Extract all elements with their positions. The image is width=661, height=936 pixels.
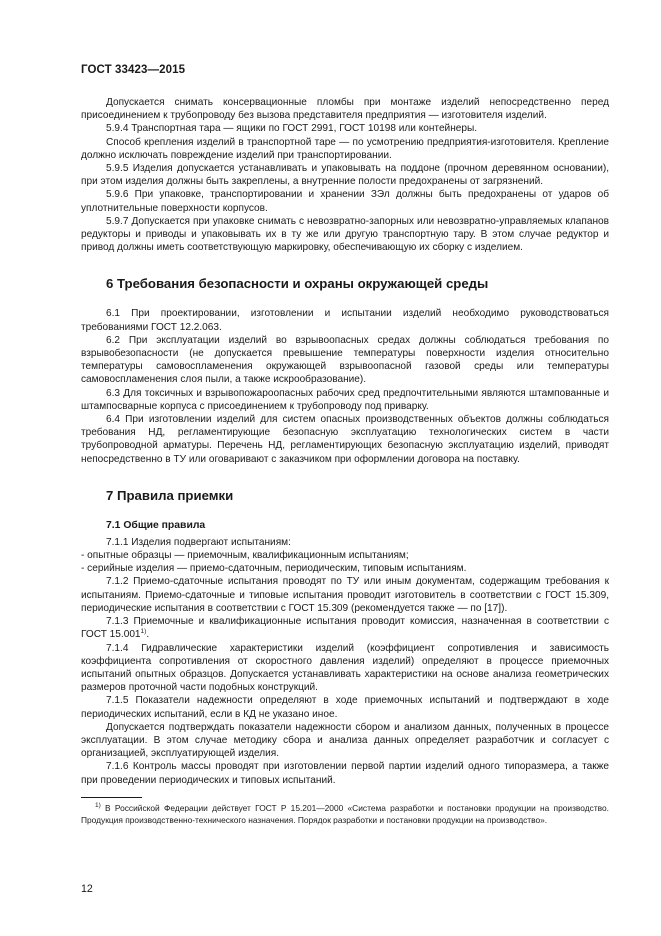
paragraph-5-9-5: 5.9.5 Изделия допускается устанавливать и упаковывать на поддоне (прочном деревянном основании), при этом изделия должны быть закреплены, а внутренние полости предохранены от загрязнений.: [81, 163, 609, 188]
footnote-text: В Российской Федерации действует ГОСТ Р 15.201—2000 «Система разработки и постановки продукции на производство. Продукция производственно-технического назначения. Порядок разработки и постановки продукции на производство».: [81, 803, 609, 825]
footnote-separator: [81, 797, 142, 798]
paragraph: Допускается снимать консервационные пломбы при монтаже изделий непосредственно перед присоединением к трубопроводу без вызова представителя предприятия — изготовителя изделий.: [81, 97, 609, 122]
paragraph-7-1-4: 7.1.4 Гидравлические характеристики изделий (коэффициент сопротивления и зависимость коэффициента сопротивления от скоростного давления изделий) определяют в процессе приемочных испытаний опытных образцов. Допускается устанавливать характеристики на основе анализа геометрических размеров проточной части подобных конструкций.: [81, 642, 609, 694]
page-number: 12: [81, 883, 93, 895]
paragraph: Способ крепления изделий в транспортной таре — по усмотрению предприятия-изготовителя. Крепление должно исключать повреждение изделий при транспортировании.: [81, 136, 609, 161]
paragraph-7-1-2: 7.1.2 Приемо-сдаточные испытания проводят по ТУ или иным документам, содержащим требования к испытаниям. Приемо-сдаточные и типовые испытания проводит изготовитель в соответствии с ГОСТ 15.309, периодические испытания в соответствии с ГОСТ 15.309 (рекомендуется также — по [17]).: [81, 576, 609, 614]
paragraph-7-1-3: [81, 615, 609, 641]
paragraph-7-1-3-end: .: [146, 629, 150, 641]
section-6-heading: 6 Требования безопасности и охраны окружающей среды: [106, 276, 489, 292]
paragraph-7-1-1: 7.1.1 Изделия подвергают испытаниям:: [106, 536, 291, 548]
subsection-7-1-heading: 7.1 Общие правила: [106, 519, 206, 531]
paragraph-6-1: 6.1 При проектировании, изготовлении и испытании изделий необходимо руководствоваться требованиями ГОСТ 12.2.063.: [81, 308, 609, 333]
paragraph-5-9-7: 5.9.7 Допускается при упаковке снимать с невозвратно-запорных или невозвратно-управляемых клапанов редукторы и приводы и упаковывать их в ту же или другую транспортную тару. В этом случае редуктор и привод должны иметь соответствующую маркировку, обеспечивающую их сборку с изделием.: [81, 215, 609, 254]
paragraph-6-2: 6.2 При эксплуатации изделий во взрывоопасных средах должны соблюдаться требования по взрывобезопасности (не допускается превышение температуры поверхности изделия относительно температуры самовоспламенения окружающей взрывоопасной газовой среды или температуры самовоспламенения слоя пыли, а также искрообразование).: [81, 334, 609, 386]
footnote-paragraph: [81, 803, 609, 826]
paragraph-6-3: 6.3 Для токсичных и взрывопожароопасных рабочих сред предпочтительными являются штампованные и штампосварные корпуса с присоединением к трубопроводу под приварку.: [81, 387, 609, 412]
paragraph-7-1-5: 7.1.5 Показатели надежности определяют в ходе приемочных испытаний и подтверждают в ходе периодических испытаний, если в КД не указано иное.: [81, 695, 609, 720]
page-header: ГОСТ 33423—2015: [81, 64, 186, 76]
list-item: - серийные изделия — приемо-сдаточным, периодическим, типовым испытаниям.: [81, 563, 467, 575]
paragraph-7-1-3-text: 7.1.3 Приемочные и квалификационные испытания проводит комиссия, назначенная в соответствии с ГОСТ 15.001: [81, 616, 609, 641]
footnote-reference: 1): [140, 628, 147, 636]
paragraph-5-9-6: 5.9.6 При упаковке, транспортировании и хранении ЗЭл должны быть предохранены от ударов об уплотнительные поверхности корпусов.: [81, 189, 609, 214]
paragraph-6-4: 6.4 При изготовлении изделий для систем опасных производственных объектов должны соблюдаться требования НД, регламентирующие безопасную эксплуатацию технологических систем в части трубопроводной арматуры. Перечень НД, регламентирующих безопасную эксплуатацию изделий, приводят непосредственно в ТУ или оговаривают с заказчиком при оформлении договора на поставку.: [81, 414, 609, 465]
page-content: [81, 96, 609, 787]
paragraph-7-1-6: 7.1.6 Контроль массы проводят при изготовлении первой партии изделий одного типоразмера, а также при проведении периодических и типовых испытаний.: [81, 761, 609, 786]
paragraph: Допускается подтверждать показатели надежности сбором и анализом данных, полученных в процессе эксплуатации. В этом случае методику сбора и анализа данных определяет разработчик и согласует с организацией, эксплуатирующей изделия.: [81, 721, 609, 760]
paragraph-5-9-4: 5.9.4 Транспортная тара — ящики по ГОСТ 2991, ГОСТ 10198 или контейнеры.: [106, 123, 478, 135]
footnote: [81, 803, 609, 826]
footnote-marker: 1): [95, 802, 101, 809]
list-item: - опытные образцы — приемочным, квалификационным испытаниям;: [81, 550, 409, 562]
section-7-heading: 7 Правила приемки: [106, 487, 234, 503]
